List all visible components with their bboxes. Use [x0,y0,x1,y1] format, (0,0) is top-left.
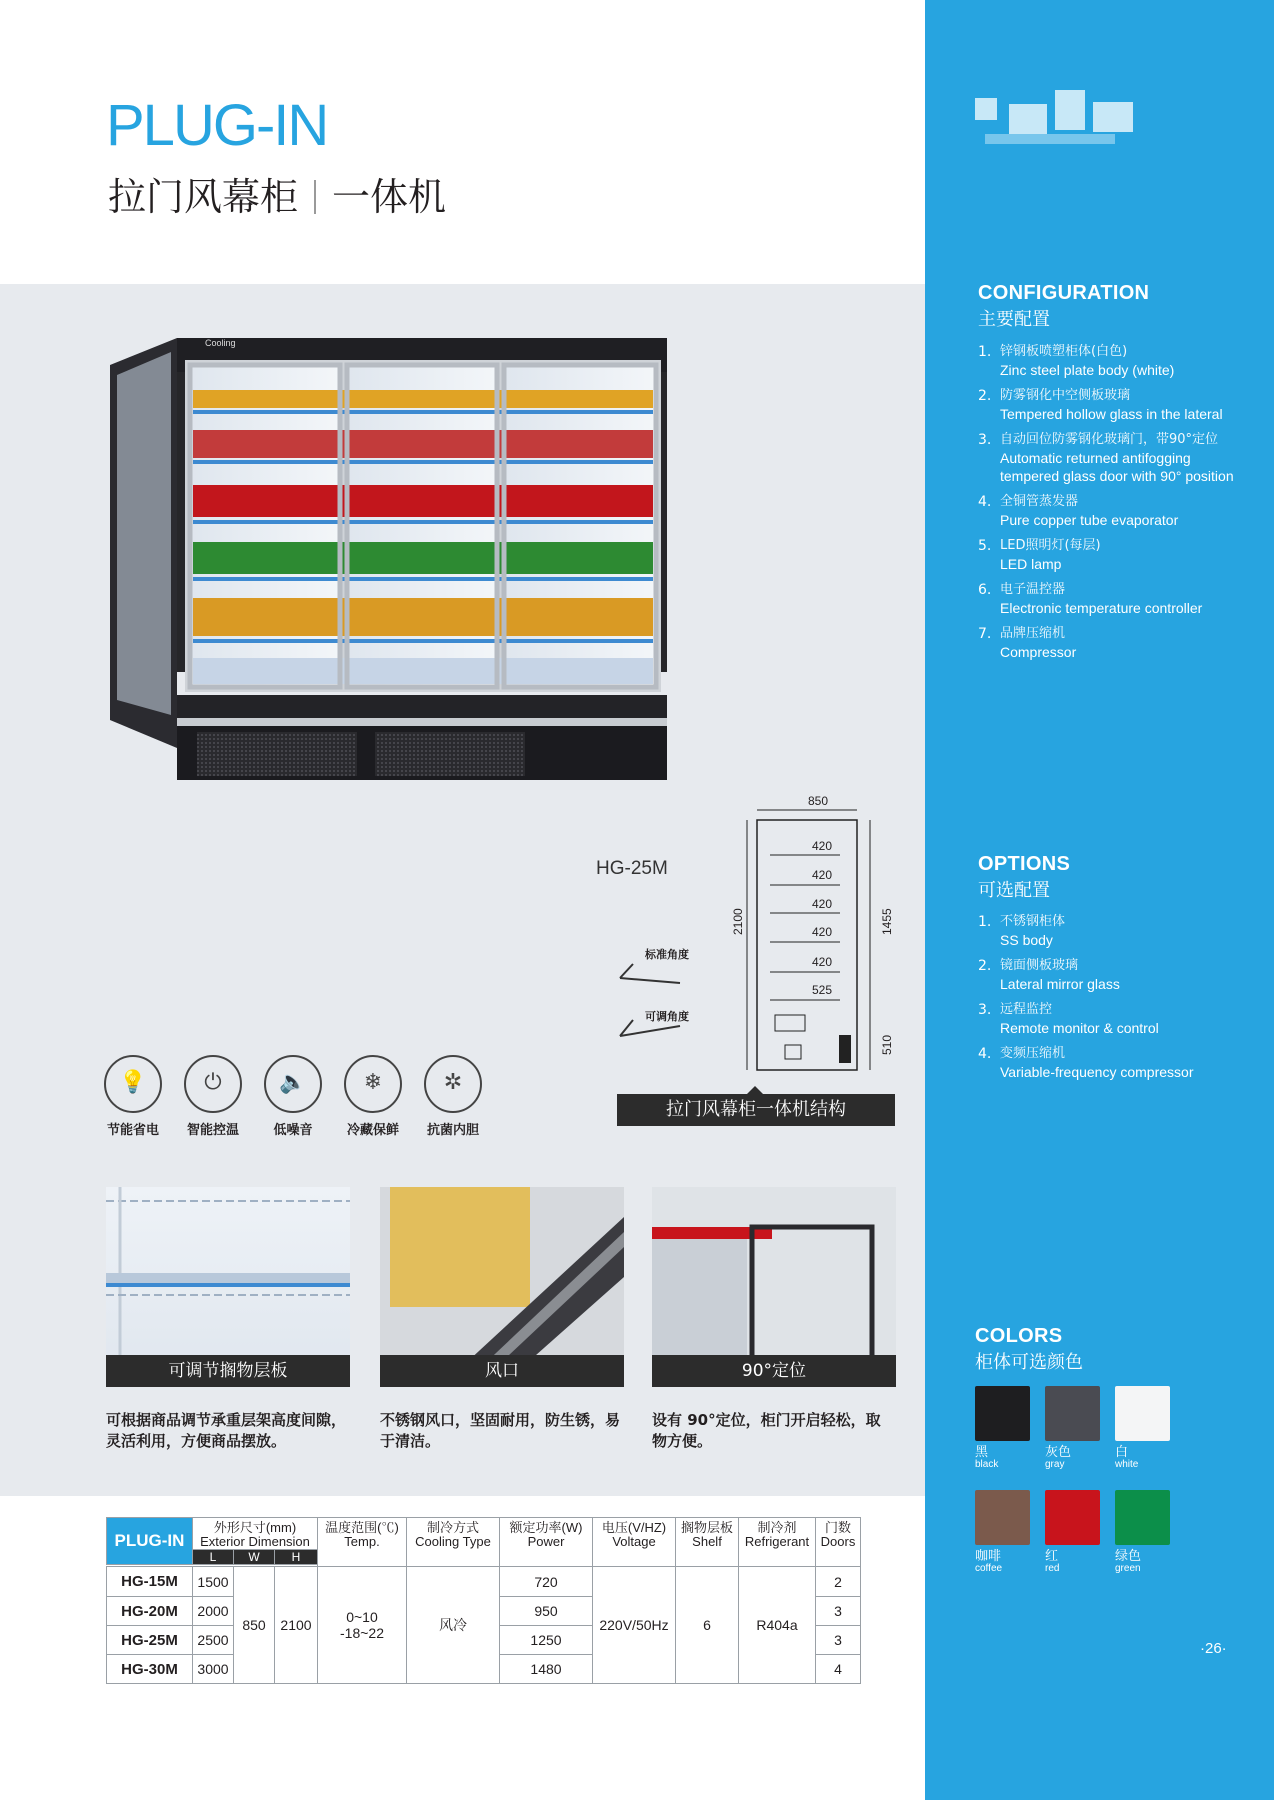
list-item: 6. 电子温控器 Electronic temperature controller [978,582,1203,616]
cell-width: 850 [234,1567,275,1684]
cell-length: 2500 [193,1626,234,1655]
feature-fresh [336,1055,410,1138]
feature-antibacterial [416,1055,490,1138]
refrigerator-image [105,330,675,878]
cell-length: 2000 [193,1597,234,1626]
detail-description: 设有 90°定位，柜门开启轻松，取物方便。 [652,1411,881,1450]
bulb-icon: 💡 [104,1055,162,1113]
detail-caption: 风口 [380,1355,624,1387]
header-refrigerant: 制冷剂 Refrigerant [739,1518,816,1567]
cell-power: 1250 [500,1626,593,1655]
table-row-model: HG-30M [107,1655,193,1684]
color-label-coffee: 咖啡 coffee [975,1549,1003,1574]
list-item: 7. 品牌压缩机 Compressor [978,626,1077,660]
shelf-gap: 525 [812,983,833,997]
feature-label: 节能省电 [106,1123,159,1138]
cabinet-brand: Cooling [205,338,236,348]
fan-icon: ❄ [344,1055,402,1113]
color-swatch-black [975,1386,1030,1441]
shelf-gap: 420 [812,897,833,911]
spec-table [106,1517,861,1684]
header-cooling: 制冷方式 Cooling Type [407,1518,500,1567]
sidebar [925,0,1274,1800]
list-item: 1. 锌钢板喷塑柜体(白色) Zinc steel plate body (white) [978,344,1175,378]
detail-caption: 90°定位 [652,1355,896,1387]
cell-cooling: 风冷 [407,1567,500,1684]
cell-doors: 3 [816,1597,861,1626]
feature-label: 智能控温 [186,1123,239,1138]
color-label-white: 白 white [1115,1445,1139,1470]
detail-description: 不锈钢风口，坚固耐用，防生锈，易于清洁。 [380,1411,621,1450]
cell-height: 2100 [275,1567,318,1684]
list-item: 5. LED照明灯(每层) LED lamp [978,538,1101,572]
cell-power: 720 [500,1567,593,1597]
list-item: 1. 不锈钢柜体 SS body [978,914,1066,948]
configuration-list [978,343,1238,669]
feature-smart-temp [176,1055,250,1138]
detail-description: 可根据商品调节承重层架高度间隙，灵活利用，方便商品摆放。 [106,1411,347,1450]
feature-low-noise [256,1055,330,1138]
dim-width: 850 [808,794,829,808]
configuration-title: CONFIGURATION [978,282,1150,304]
options-title: OPTIONS [978,853,1071,875]
shelf-gap: 420 [812,868,833,882]
color-label-red: 红 red [1045,1549,1060,1574]
header-temp: 温度范围(℃) Temp. [318,1518,407,1567]
list-item: 2. 防雾钢化中空侧板玻璃 Tempered hollow glass in the lateral [978,388,1223,422]
header-doors: 门数 Doors [816,1518,861,1567]
page-title-en: PLUG-IN [106,93,328,158]
color-swatch-coffee [975,1490,1030,1545]
cell-doors: 2 [816,1567,861,1597]
colors-subtitle: 柜体可选颜色 [975,1352,1083,1373]
detail-caption: 可调节搁物层板 [106,1355,350,1387]
title-cn-right: 一体机 [332,175,447,219]
speaker-icon: 🔈 [264,1055,322,1113]
shelf-angle-icons [615,948,685,1048]
header-w: W [234,1550,275,1565]
color-swatch-red [1045,1490,1100,1545]
shelf-gap: 420 [812,839,833,853]
brand-logo [965,90,1155,170]
feature-energy-saving [96,1055,170,1138]
shelf-gap: 420 [812,925,833,939]
cell-shelf: 6 [676,1567,739,1684]
feature-label: 抗菌内胆 [426,1123,479,1138]
title-cn-left: 拉门风幕柜 [108,175,299,219]
dim-total-height: 2100 [731,908,745,935]
dim-lower-height: 510 [880,1034,894,1055]
cell-refrigerant: R404a [739,1567,816,1684]
header-voltage: 电压(V/HZ) Voltage [593,1518,676,1567]
cell-doors: 3 [816,1626,861,1655]
shelf-gap: 420 [812,955,833,969]
list-item: 4. 变频压缩机 Variable-frequency compressor [978,1046,1194,1080]
options-subtitle: 可选配置 [978,880,1050,901]
cell-voltage: 220V/50Hz [593,1567,676,1684]
feature-label: 低噪音 [273,1123,313,1138]
page-title-cn [108,166,446,221]
detail-photo-shelf [106,1187,350,1387]
cell-power: 1480 [500,1655,593,1684]
cell-length: 1500 [193,1567,234,1597]
list-item: 4. 全铜管蒸发器 Pure copper tube evaporator [978,494,1179,528]
antibacterial-icon: ✲ [424,1055,482,1113]
list-item: 3. 远程监控 Remote monitor & control [978,1002,1159,1036]
detail-photo-vent [380,1187,624,1387]
cell-doors: 4 [816,1655,861,1684]
color-swatch-gray [1045,1386,1100,1441]
color-label-black: 黑 black [975,1445,999,1470]
angle-adjustable-label: 可调角度 [645,1010,689,1023]
table-row-model: HG-15M [107,1567,193,1597]
header-l: L [193,1550,234,1565]
dim-upper-height: 1455 [880,908,894,935]
header-power: 额定功率(W) Power [500,1518,593,1567]
model-label: HG-25M [596,858,668,879]
color-swatch-white [1115,1386,1170,1441]
header-dimension: 外形尺寸(mm) Exterior Dimension [193,1518,318,1550]
color-swatch-green [1115,1490,1170,1545]
list-item: 2. 镜面侧板玻璃 Lateral mirror glass [978,958,1120,992]
title-divider [314,180,316,214]
angle-standard-label: 标准角度 [645,948,689,961]
cell-power: 950 [500,1597,593,1626]
options-list [978,913,1238,1089]
list-item: 3. 自动回位防雾钢化玻璃门，带90°定位 Automatic returned antifogging tempered glass door with 90° position [978,432,1234,484]
cell-temp: 0~10 -18~22 [318,1567,407,1684]
detail-photo-door [652,1187,896,1387]
configuration-subtitle: 主要配置 [978,309,1050,330]
table-row-model: HG-25M [107,1626,193,1655]
header-h: H [275,1550,318,1565]
structure-label: 拉门风幕柜一体机结构 [617,1094,895,1126]
cell-length: 3000 [193,1655,234,1684]
power-icon: ⏻ [184,1055,242,1113]
feature-label: 冷藏保鲜 [346,1123,399,1138]
table-row-model: HG-20M [107,1597,193,1626]
color-label-gray: 灰色 gray [1045,1445,1072,1470]
colors-title: COLORS [975,1325,1063,1347]
color-label-green: 绿色 green [1115,1549,1142,1574]
page-number: ·26· [1200,1640,1227,1657]
table-brand: PLUG-IN [107,1518,193,1565]
header-shelf: 搁物层板 Shelf [676,1518,739,1567]
